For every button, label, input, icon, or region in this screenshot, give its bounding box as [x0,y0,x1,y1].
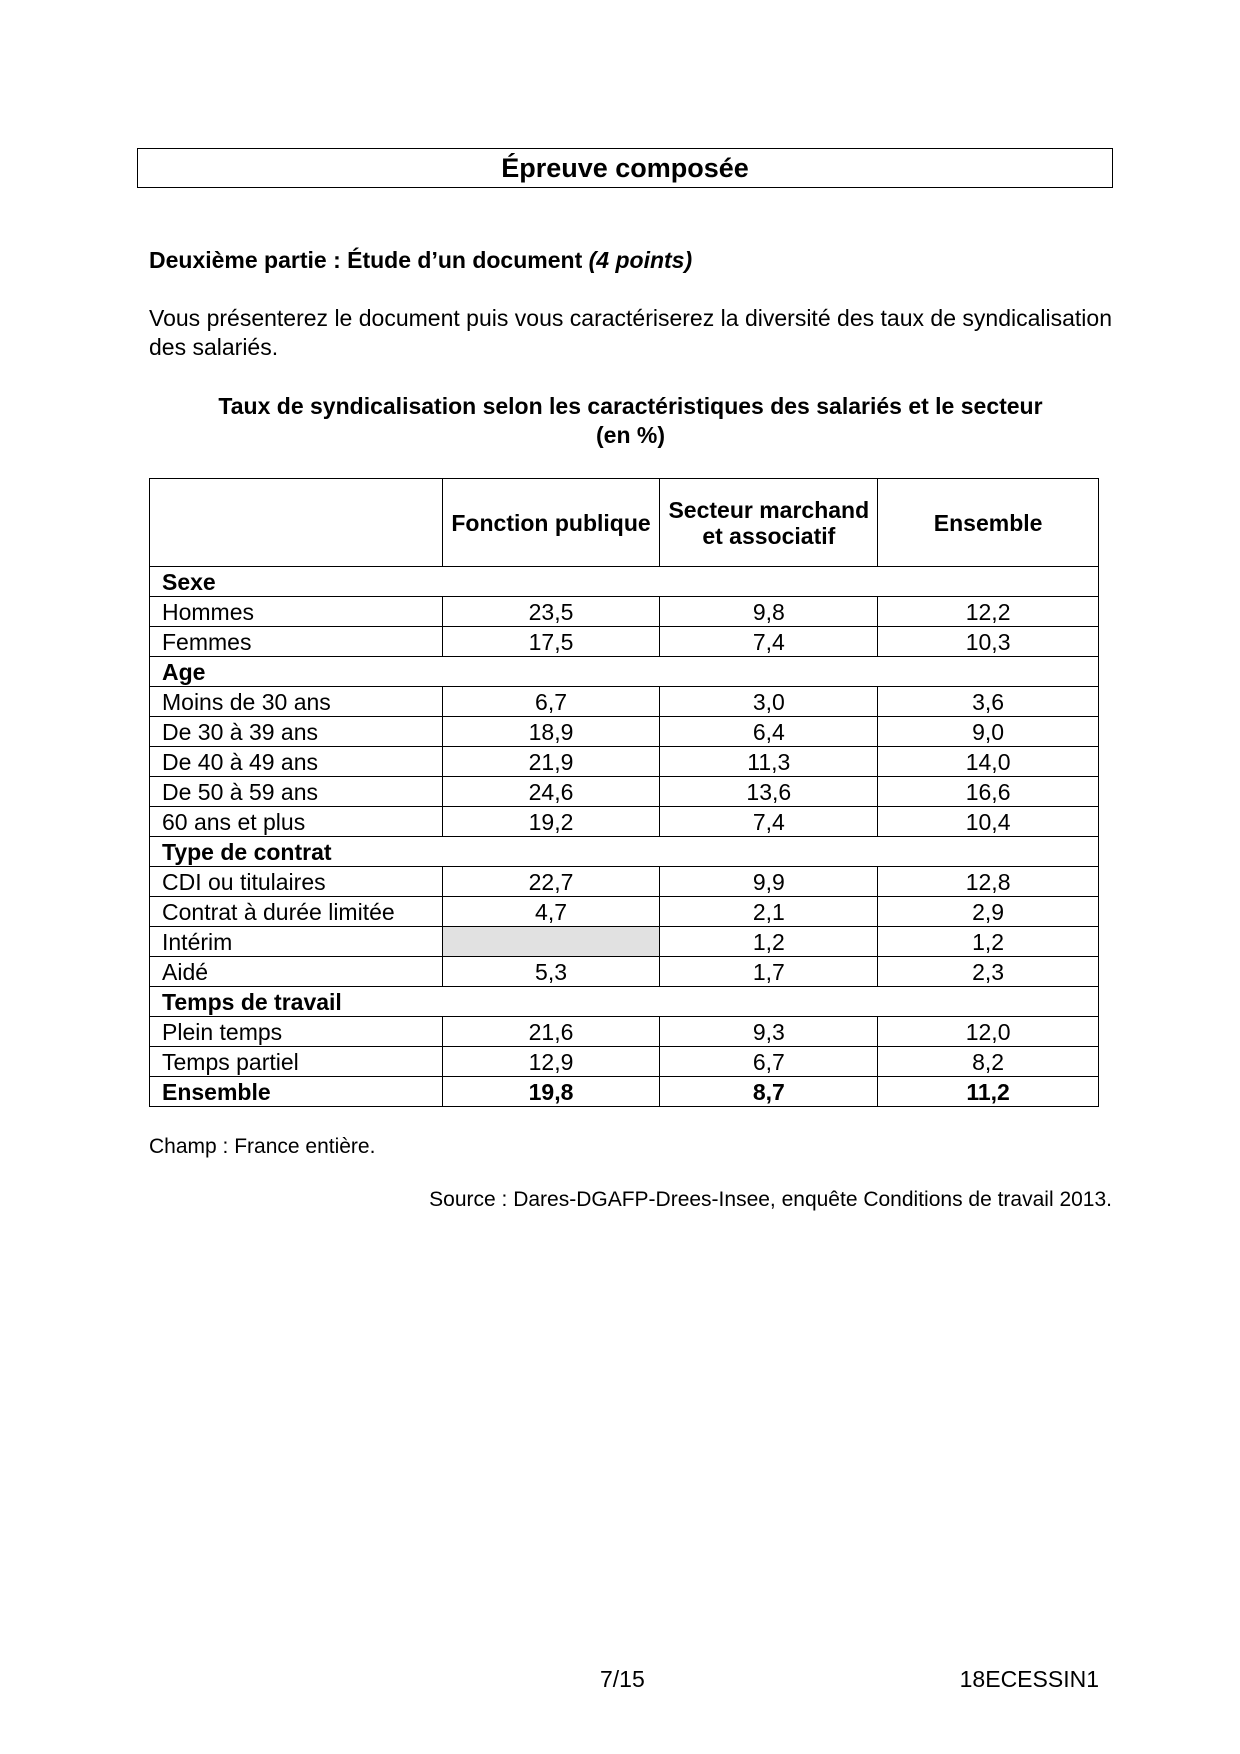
table-row [150,687,1099,717]
page-title [137,148,1113,188]
section-row [150,987,1099,1017]
table-cell: 2,9 [878,897,1099,927]
table-cell: 6,7 [660,1047,878,1077]
column-header: Ensemble [878,479,1099,567]
table-cell: 11,2 [878,1077,1099,1107]
table-cell: 9,3 [660,1017,878,1047]
table-cell: 21,6 [442,1017,660,1047]
section-row [150,567,1099,597]
part-heading-text: Deuxième partie : Étude d’un document [149,247,589,273]
instructions: Vous présenterez le document puis vous caractériserez la diversité des taux de syndicalisation des salariés. [149,305,1112,360]
table-cell: 7,4 [660,807,878,837]
section-label: Age [150,657,1099,687]
table-cell: 14,0 [878,747,1099,777]
table-cell: 8,7 [660,1077,878,1107]
table-cell: 17,5 [442,627,660,657]
table-cell: 7,4 [660,627,878,657]
row-label: De 30 à 39 ans [150,717,443,747]
table-row [150,747,1099,777]
table-cell: 18,9 [442,717,660,747]
row-label: Hommes [150,597,443,627]
section-label: Sexe [150,567,1099,597]
column-header: Fonction publique [442,479,660,567]
table-row [150,867,1099,897]
table-row [150,717,1099,747]
document-title-line1: Taux de syndicalisation selon les caractéristiques des salariés et le secteur [218,393,1043,419]
table-cell: 8,2 [878,1047,1099,1077]
section-row [150,657,1099,687]
section-label: Temps de travail [150,987,1099,1017]
table-row [150,777,1099,807]
scope-note: Champ : France entière. [149,1135,376,1158]
row-label: CDI ou titulaires [150,867,443,897]
table-cell: 6,7 [442,687,660,717]
column-header: Secteur marchand et associatif [660,479,878,567]
row-label: De 40 à 49 ans [150,747,443,777]
table-row [150,1047,1099,1077]
table-cell: 1,7 [660,957,878,987]
table-row [150,807,1099,837]
table-cell: 9,8 [660,597,878,627]
row-label: Moins de 30 ans [150,687,443,717]
table-cell: 11,3 [660,747,878,777]
table-row [150,1017,1099,1047]
page-number: 7/15 [600,1666,645,1692]
table-cell: 12,8 [878,867,1099,897]
document-title-line2: (en %) [596,422,665,448]
table-cell: 3,0 [660,687,878,717]
table-cell: 2,1 [660,897,878,927]
table-cell: 19,2 [442,807,660,837]
section-label: Type de contrat [150,837,1099,867]
row-label: De 50 à 59 ans [150,777,443,807]
empty-cell [442,927,660,957]
row-label: Ensemble [150,1077,443,1107]
table-cell: 13,6 [660,777,878,807]
table-cell: 5,3 [442,957,660,987]
table-row [150,897,1099,927]
total-row [150,1077,1099,1107]
table-cell: 9,9 [660,867,878,897]
table-cell: 23,5 [442,597,660,627]
table-cell: 9,0 [878,717,1099,747]
table-row [150,597,1099,627]
table-row [150,957,1099,987]
part-points: (4 points) [588,247,693,273]
table-cell: 10,3 [878,627,1099,657]
document-title [149,392,1112,450]
table-cell: 12,9 [442,1047,660,1077]
exam-code: 18ECESSIN1 [959,1666,1099,1692]
data-table [149,478,1099,1107]
table-cell: 19,8 [442,1077,660,1107]
source-note: Source : Dares-DGAFP-Drees-Insee, enquête Conditions de travail 2013. [429,1188,1112,1211]
table-row [150,627,1099,657]
row-label: Intérim [150,927,443,957]
column-header [150,479,443,567]
table-cell: 4,7 [442,897,660,927]
table-cell: 2,3 [878,957,1099,987]
row-label: Contrat à durée limitée [150,897,443,927]
table-cell: 12,0 [878,1017,1099,1047]
row-label: 60 ans et plus [150,807,443,837]
table-cell: 1,2 [660,927,878,957]
table-header-row [150,479,1099,567]
table-cell: 24,6 [442,777,660,807]
table-cell: 21,9 [442,747,660,777]
page-title-text: Épreuve composée [501,152,749,183]
row-label: Femmes [150,627,443,657]
table-cell: 16,6 [878,777,1099,807]
part-heading [149,247,692,274]
table-cell: 22,7 [442,867,660,897]
table-row [150,927,1099,957]
table-cell: 12,2 [878,597,1099,627]
table-cell: 6,4 [660,717,878,747]
table-cell: 10,4 [878,807,1099,837]
row-label: Temps partiel [150,1047,443,1077]
table-cell: 3,6 [878,687,1099,717]
section-row [150,837,1099,867]
row-label: Aidé [150,957,443,987]
table-cell: 1,2 [878,927,1099,957]
row-label: Plein temps [150,1017,443,1047]
